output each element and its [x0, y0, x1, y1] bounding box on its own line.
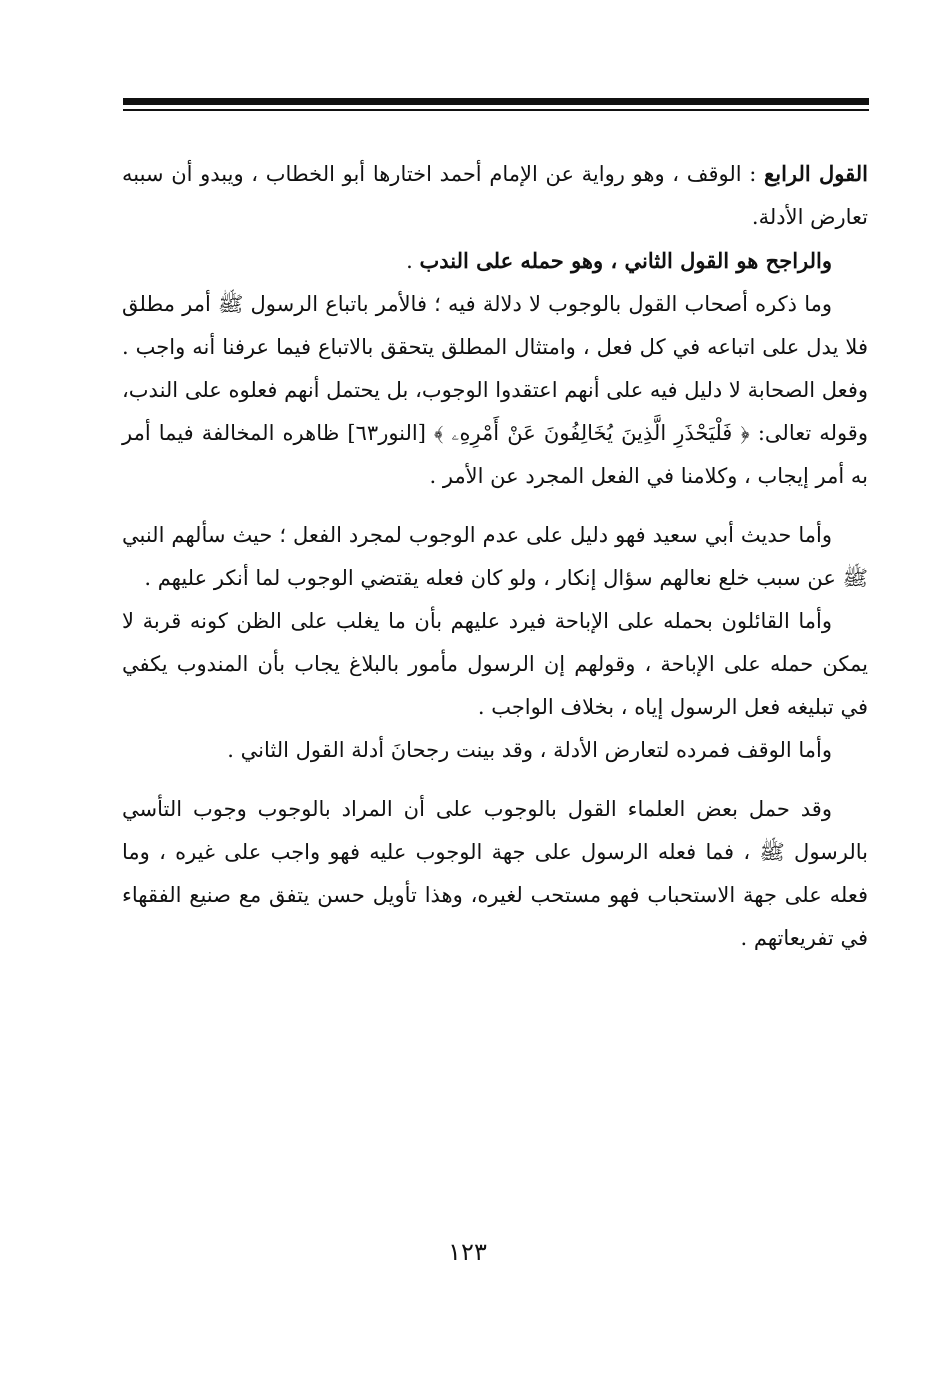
paragraph-lead: والراجح هو القول الثاني ، وهو حمله على الندب	[419, 248, 832, 273]
paragraph-text: : الوقف ، وهو رواية عن الإمام أحمد اختارها أبو الخطاب ، ويبدو أن سببه تعارض الأدلة.	[122, 162, 868, 229]
page-number: ١٢٣	[448, 1238, 487, 1266]
paragraph-interpretation	[122, 788, 868, 960]
paragraph-fourth-opinion	[122, 152, 868, 239]
paragraph-response-obligation	[122, 283, 868, 498]
paragraph-text: .	[406, 249, 420, 273]
paragraph-abu-said-hadith	[122, 514, 868, 600]
paragraph-text: وقد حمل بعض العلماء القول بالوجوب على أن المراد بالوجوب وجوب التأسي بالرسول ﷺ ، فما فعله الرسول على جهة الوجوب عليه فهو واجب على غيره ، وما فعله على جهة الاستحباب فهو مستحب لغيره، وهذا تأويل حسن يتفق مع صنيع الفقهاء في تفريعاتهم .	[122, 797, 868, 950]
header-rule-thick	[123, 98, 869, 105]
paragraph-text: وأما الوقف فمرده لتعارض الأدلة ، وقد بينت رجحانَ أدلة القول الثاني .	[227, 738, 832, 762]
paragraph-preferred-opinion	[122, 239, 868, 283]
paragraph-text: وأما القائلون بحمله على الإباحة فيرد عليهم بأن ما يغلب على الظن كونه قربة لا يمكن حمله على الإباحة ، وقولهم إن الرسول مأمور بالبلاغ يجاب بأن المندوب يكفي في تبليغه فعل الرسول إياه ، بخلاف الواجب .	[122, 609, 868, 719]
paragraph-response-suspension	[122, 729, 868, 772]
paragraph-text: وأما حديث أبي سعيد فهو دليل على عدم الوجوب لمجرد الفعل ؛ حيث سألهم النبي ﷺ عن سبب خلع نعالهم سؤال إنكار ، ولو كان فعله يقتضي الوجوب لما أنكر عليهم .	[122, 523, 868, 590]
paragraph-lead: القول الرابع	[764, 161, 868, 186]
paragraph-response-permissibility	[122, 600, 868, 729]
body-text	[122, 152, 868, 960]
header-rule-thin	[123, 109, 869, 111]
paragraph-text: وما ذكره أصحاب القول بالوجوب لا دلالة فيه ؛ فالأمر باتباع الرسول ﷺ أمر مطلق فلا يدل على اتباعه في كل فعل ، وامتثال المطلق يتحقق بالاتباع فيما عرفنا أنه واجب . وفعل الصحابة لا دليل فيه على أنهم اعتقدوا الوجوب، بل يحتمل أنهم فعلوه على الندب، وقوله تعالى: ﴿ فَلْيَحْذَرِ الَّذِينَ يُخَالِفُونَ عَنْ أَمْرِهِۦ ﴾ [النور٦٣] ظاهره المخالفة فيما أمر به أمر إيجاب ، وكلامنا في الفعل المجرد عن الأمر .	[122, 292, 868, 488]
